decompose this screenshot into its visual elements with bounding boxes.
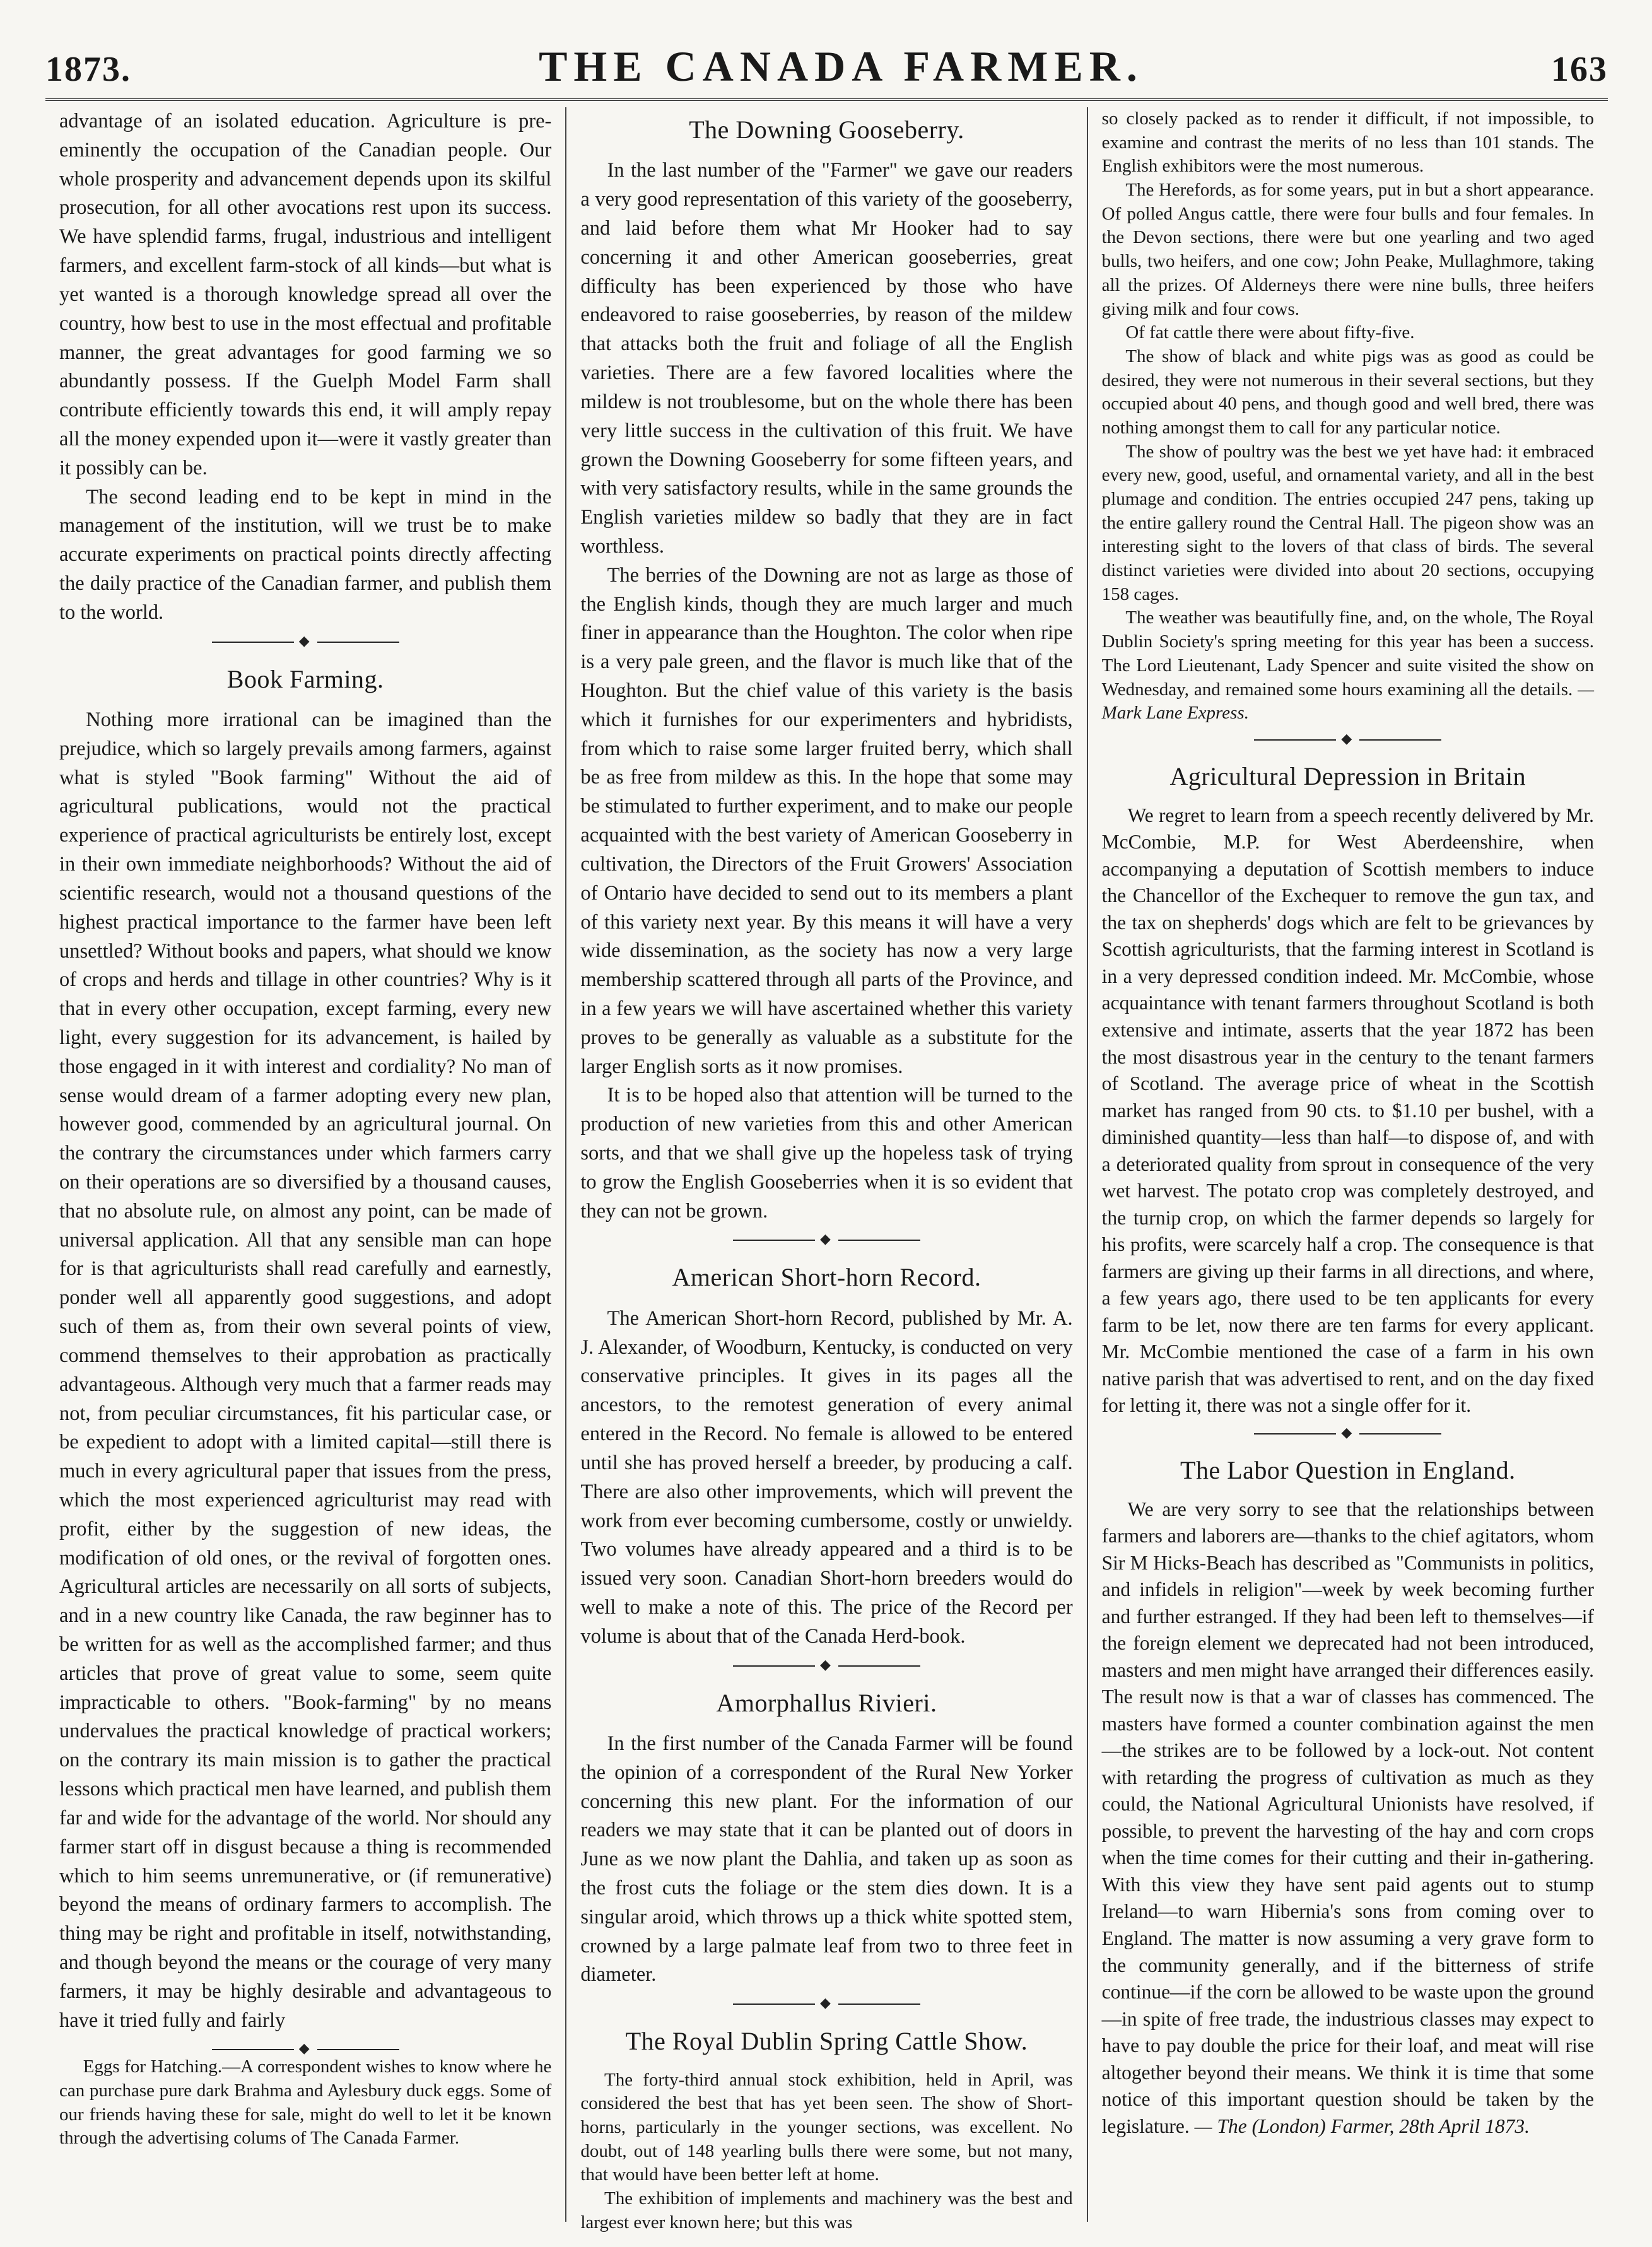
column-2: [565, 107, 1086, 2232]
source-london-farmer: — The (London) Farmer, 28th April 1873.: [1194, 2115, 1530, 2137]
divider-ornament: ◆: [580, 1658, 1072, 1672]
article-continuation-p2: The second leading end to be kept in mind in the management of the institution, will we trust be to make accurate experiments on practical points directly affecting the daily practice of the Canadian farmer, and publish them to the world.: [59, 485, 552, 624]
masthead-title: THE CANADA FARMER.: [539, 42, 1144, 90]
article-continuation-p1: advantage of an isolated education. Agriculture is pre-eminently the occupation of the Canadian people. Our whole prosperity and advancement depends upon its skilful prosecution, for all other avocations rest upon its success. We have splendid farms, frugal, industrious and intelligent farmers, and excellent farm-stock of all kinds—but what is yet wanted is a thorough knowledge spread all over the country, how best to use in the most effectual and profitable manner, the great advantages for good farming we so abundantly possess. If the Guelph Model Farm shall contribute efficiently towards this end, it will amply repay all the money expended upon it—were it vastly greater than it possibly can be.: [59, 110, 552, 479]
heading-short-horn-record: American Short-horn Record.: [672, 1263, 981, 1292]
divider-ornament: ◆: [1102, 1426, 1594, 1440]
dublin-cont-p6-text: The weather was beautifully fine, and, on the whole, The Royal Dublin Society's spring meeting for this year has been a success. The Lord Lieutenant, Lady Spencer and suite visited the show on Wednesday, and remained some hours examining all the details.: [1101, 607, 1594, 700]
dublin-p1: The forty-third annual stock exhibition, held in April, was considered the best that has yet been seen. The show of Short-horns, particularly in the younger sections, was excellent. No doubt, out of 148 yearling bulls there were some, but not many, that would have been better left at home.: [580, 2069, 1073, 2185]
dublin-cont-p1: so closely packed as to render it difficult, if not impossible, to examine and contrast the merits of no less than 101 stands. The English exhibitors were the most numerous.: [1101, 109, 1594, 177]
book-farming-body: Nothing more irrational can be imagined than the prejudice, which so largely prevails among farmers, against what is styled "Book farming" Without the aid of agricultural publications, would not the practical experience of practical agriculturists be entirely lost, except in their own immediate neighborhoods? Without the aid of scientific research, would not a thousand questions of the highest practical importance to the farmer have been left unsettled? Without books and papers, what should we know of crops and herds and tillage in other countries? Why is it that in every other occupation, except farming, every new light, every suggestion for its advancement, is hailed by those engaged in it with interest and cordiality? No man of sense would dream of a farmer adopting every new plan, however good, commended by an agricultural journal. On the contrary the circumstances under which farmers carry on their operations are so diversified by a thousand causes, that no absolute rule, on almost any point, can be made of universal application. All that any sensible man can hope for is that agriculturists shall read carefully and earnestly, ponder well all apparently good suggestions, and adopt such of them as, from their own several points of view, commend themselves to their approbation as practically advantageous. Although very much that a farmer reads may not, from peculiar circumstances, fit his particular case, or be expedient to adopt with a limited capital—still there is much in every agricultural paper that issues from the press, which the most experienced agriculturist may read with profit, either by the suggestion of new ideas, the modification of old ones, or the revival of forgotten ones. Agricultural articles are necessarily on all sorts of subjects, and in a new country like Canada, the raw beginner has to be written for as well as the accomplished farmer; and thus articles that prove of great value to some, seem quite impracticable to others. "Book-farming" by no means undervalues the practical knowledge of practical workers; on the contrary its main mission is to gather the practical lessons which practical men have learned, and publish them far and wide for the advantage of the world. Nor should any farmer start off in disgust because a thing is recommended which to him seems unremunerative, or (if remunerative) beyond the means of ordinary farmers to accomplish. The thing may be right and profitable in itself, notwithstanding, and though beyond the means or the courage of very many farmers, it may be highly desirable and advantageous to have it tried fully and fairly: [59, 708, 552, 2032]
dublin-cont-p3: Of fat cattle there were about fifty-five.: [1125, 322, 1415, 343]
source-mark-lane: — Mark Lane Express.: [1101, 679, 1594, 724]
gooseberry-p2: The berries of the Downing are not as large as those of the English kinds, though they are much larger and much finer in appearance than the Houghton. The color when ripe is a very pale green, and the flavor is much like that of the Houghton. But the chief value of this variety is the basis which it furnishes for our experimenters and hybridists, from which to raise some larger fruited berry, which shall be as free from mildew as this. In the hope that some may be stimulated to further experiment, and to make our people acquainted with the best variety of American Gooseberry in cultivation, the Directors of the Fruit Growers' Association of Ontario have decided to send out to its members a plant of this variety next year. By this means it will have a very wide dissemination, as the society has now a very large membership scattered through all parts of the Province, and in a few years we will have ascertained whether this variety proves to be generally as valuable as a substitute for the larger English sorts as it now promises.: [580, 563, 1073, 1078]
dublin-cont-p2: The Herefords, as for some years, put in but a short appearance. Of polled Angus cattle, there were four bulls and four females. In the Devon sections, there were but one yearling and two aged bulls, two heifers, and one cow; John Peake, Mullaghmore, taking all the prizes. Of Alderneys there were nine bulls, three heifers giving milk and four cows.: [1101, 180, 1594, 319]
page-number: 163: [1550, 50, 1608, 89]
short-horn-body: The American Short-horn Record, published by Mr. A. J. Alexander, of Woodburn, Kentucky, is conducted on very conservative principles. It gives in its pages all the ancestors, to the remotest generation of every animal entered in the Record. No female is allowed to be entered until she has proved herself a breeder, by producing a calf. There are also other improvements, which will prevent the work from ever becoming cumbersome, costly or unwieldy. Two volumes have already appeared and a third is to be issued very soon. Canadian Short-horn breeders would do well to make a note of this. The price of the Record per volume is about that of the Canada Herd-book.: [580, 1306, 1073, 1648]
eggs-for-hatching-note: Eggs for Hatching.—A correspondent wishes to know where he can purchase pure dark Brahma and Aylesbury duck eggs. Some of our friends having these for sale, might do well to let it be known through the advertising colums of The Canada Farmer.: [59, 2056, 552, 2149]
gooseberry-p1: In the last number of the "Farmer" we gave our readers a very good representation of this variety of the gooseberry, and laid before them what Mr Hooker had to say concerning it and other American gooseberries, great difficulty has been experienced by those who have endeavored to raise gooseberries, by reason of the mildew that attacks both the fruit and foliage of all the English varieties. There are a few favored localities where the mildew is not troublesome, but on the whole there has been very little success in the cultivation of this fruit. We have grown the Downing Gooseberry for some fifteen years, and with very satisfactory results, while in the same grounds the English varieties mildew so badly that they are in fact worthless.: [580, 159, 1073, 558]
amorphallus-body: In the first number of the Canada Farmer will be found the opinion of a correspondent of the Rural New Yorker concerning this new plant. For the information of our readers we may state that it can be planted out of doors in June as we now plant the Dahlia, and taken up as soon as the frost cuts the foliage or the stem dies down. It is a singular aroid, which throws up a thick white spotted stem, crowned by a large palmate leaf from two to three feet in diameter.: [580, 1732, 1073, 1986]
columns: [45, 107, 1608, 2232]
heading-labor-question: The Labor Question in England.: [1180, 1455, 1516, 1484]
heading-downing-gooseberry: The Downing Gooseberry.: [689, 115, 964, 144]
dublin-p2: The exhibition of implements and machinery was the best and largest ever known here; but this was: [580, 2188, 1073, 2232]
divider-ornament: ◆: [1102, 732, 1594, 746]
heading-agricultural-depression: Agricultural Depression in Britain: [1169, 761, 1526, 790]
column-3: [1087, 107, 1608, 2222]
page-header: [45, 42, 1608, 101]
gooseberry-p3: It is to be hoped also that attention will be turned to the production of new varieties from this and other American sorts, and that we shall give up the hopeless task of trying to grow the English Gooseberries when it is so evident that they can not be grown.: [580, 1084, 1073, 1223]
dublin-cont-p4: The show of black and white pigs was as good as could be desired, they were not numerous in their several sections, but they occupied about 40 pens, and though good and well bred, there was nothing amongst them to call for any particular notice.: [1101, 346, 1594, 438]
heading-book-farming: Book Farming.: [226, 664, 384, 693]
labor-body-text: We are very sorry to see that the relationships between farmers and laborers are—thanks to the chief agitators, whom Sir M Hicks-Beach has described as "Communists in politics, and infidels in religion"—week by week becoming further and further estranged. If they had been left to themselves—if the foreign element we deprecated had not been introduced, masters and men might have arranged their differences easily. The result now is that a war of classes has commenced. The masters have formed a counter combination against the men—the strikes are to be followed by a lock-out. Not content with retarding the progress of cultivation as much as they could, the National Agricultural Unionists have resolved, if possible, to prevent the harvesting of the hay and corn crops when the time comes for their cutting and their in-gathering. With this view they have sent paid agents out to stump Ireland—to warn Hibernia's sons from coming over to England. The matter is now assuming a very grave form to the community generally, and if the bitterness of strife continue—if the corn be allowed to be waste upon the ground—in spite of free trade, the industrious classes may expect to have to pay double the price for their loaf, and meat will rise altogether beyond their means. We think it is time that some notice of this important question should be taken by the legislature.: [1101, 1498, 1594, 2137]
divider-ornament: ◆: [580, 1996, 1072, 2010]
divider-ornament: ◆: [59, 2041, 551, 2055]
dublin-cont-p6: [1102, 606, 1594, 725]
dublin-cont-p5: The show of poultry was the best we yet have had: it embraced every new, good, useful, and ornamental variety, and all in the best plumage and condition. The entries occupied 247 pens, taking up the entire gallery round the Central Hall. The pigeon show was an interesting sight to the lovers of that class of birds. The several distinct varieties were divided into about 20 sections, occupying 158 cages.: [1101, 441, 1594, 604]
depression-body: We regret to learn from a speech recently delivered by Mr. McCombie, M.P. for West Aberdeenshire, when accompanying a deputation of Scottish members to induce the Chancellor of the Exchequer to remove the gun tax, and the tax on shepherds' dogs which are felt to be grievances by Scottish agriculturists, that the farming interest in Scotland is in a very depressed condition indeed. Mr. McCombie, whose acquaintance with tenant farmers throughout Scotland is both extensive and intimate, asserts that the year 1872 has been the most disastrous year in the century to the tenant farmers of Scotland. The average price of wheat in the Scottish market has ranged from 90 cts. to $1.10 per bushel, with a diminished quantity—less than half—to dispose of, and with a deteriorated quality from sprout in consequence of the very wet harvest. The potato crop was completely destroyed, and the turnip crop, on which the farmer depends so largely for his profits, were scarcely half a crop. The consequence is that farmers are giving up their farms in all directions, and where, a few years ago, there used to be ten applicants for every farm to be let, now there are ten farms for every applicant. Mr. McCombie mentioned the case of a farm in his own native parish that was advertised to rent, and on the day fixed for letting it, there was not a single offer for it.: [1101, 804, 1594, 1417]
divider-ornament: ◆: [580, 1232, 1072, 1246]
heading-royal-dublin: The Royal Dublin Spring Cattle Show.: [625, 2027, 1028, 2056]
divider-ornament: ◆: [59, 634, 551, 648]
heading-amorphallus: Amorphallus Rivieri.: [716, 1688, 937, 1717]
column-1: [45, 107, 565, 2222]
header-year: 1873.: [45, 50, 131, 89]
labor-body: [1102, 1496, 1594, 2140]
